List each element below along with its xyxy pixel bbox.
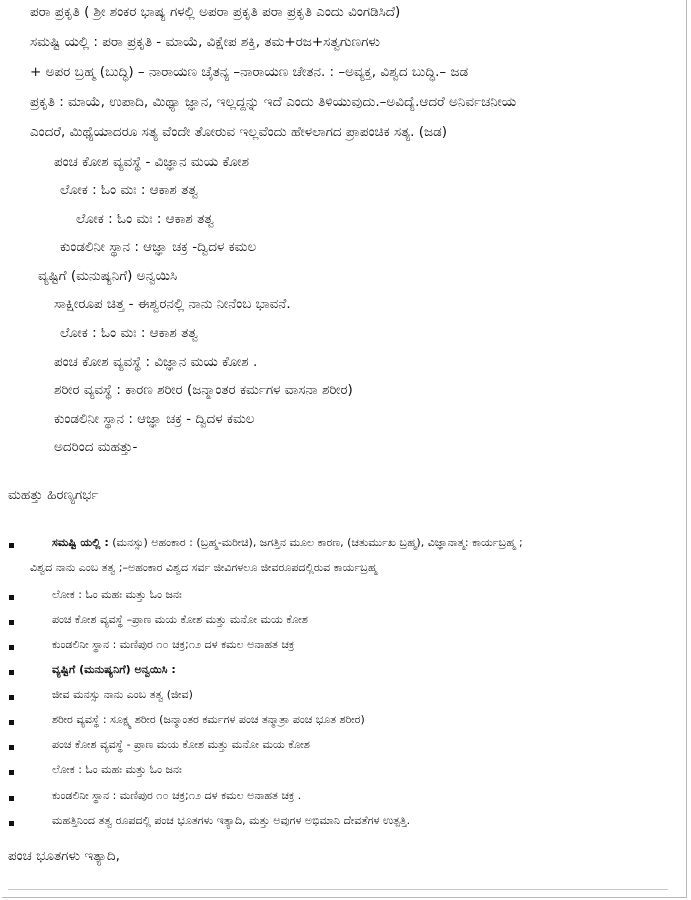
text-line: ಲೋಕ : ಓಂ ಮಃ : ಆಕಾಶ ತತ್ವ <box>60 325 198 341</box>
text-line: ಅದರಿಂದ ಮಹತ್ತು- <box>54 439 138 455</box>
text-line: ಪಂಚ ಕೋಶ ವ್ಯವಸ್ಥೆ : ವಿಜ್ಞಾನ ಮಯ ಕೋಶ . <box>54 354 258 370</box>
text-line: ಎಂದರೆ, ಮಿಥ್ಯೆಯಾದರೂ ಸತ್ಯ ವೆಂದೇ ತೋರುವ ಇಲ್ಲವೆಂದು ಹೇಳಲಾಗದ ಪ್ರಾಪಂಚಿಕ ಸತ್ಯ. (ಜಡ) <box>30 124 447 140</box>
text-line: ಪ್ರಕೃತಿ : ಮಾಯೆ, ಉಪಾದಿ, ಮಿಥ್ಯಾ ಜ್ಞಾನ, ಇಲ್ಲದ್ದನ್ನು ಇದೆ ಎಂದು ತಿಳಿಯುವುದು.–ಅವಿದ್ಯೆ.ಆದರೆ ಅನಿರ್ವಚನೀಯ <box>30 94 517 110</box>
text-line: + ಅಪರ ಬ್ರಹ್ಮ (ಬುದ್ಧಿ) – ನಾರಾಯಣ ಚೈತನ್ಯ –ನಾರಾಯಣ ಚೇತನ. : –ಅವ್ಯಕ್ತ, ವಿಶ್ವದ ಬುದ್ಧಿ.– ಜಡ <box>30 64 469 80</box>
bullet-icon <box>9 695 14 700</box>
bullet-icon <box>9 595 14 600</box>
closing-line: ಪಂಚ ಭೂತಗಳು ಇತ್ಯಾದಿ, <box>8 848 120 864</box>
list-item: ಲೋಕ : ಓಂ ಮಹಃ ಮತ್ತು ಓಂ ಜನಃ <box>52 763 182 776</box>
bullet-icon <box>9 543 14 548</box>
list-item: ಲೋಕ : ಓಂ ಮಹಃ ಮತ್ತು ಓಂ ಜನಃ <box>52 588 182 601</box>
list-item: ಕುಂಡಲಿನೀ ಸ್ಥಾನ : ಮಣಿಪುರ ೧೦ ಚಕ್ರ;೧೨ ದಳ ಕಮಲ ಅನಾಹತ ಚಕ್ರ . <box>52 789 302 802</box>
text-line: ಸಮಷ್ಟಿ ಯಲ್ಲಿ : ಪರಾ ಪ್ರಕೃತಿ - ಮಾಯೆ, ವಿಕ್ಷೇಪ ಶಕ್ತಿ, ತಮ+ರಜ+ಸತ್ವಗುಣಗಳು <box>30 34 381 50</box>
bottom-rule <box>8 889 668 890</box>
list-item-label: ಸಮಷ್ಟಿ ಯಲ್ಲಿ : <box>52 536 109 549</box>
text-line: ಸಾಕ್ಷೀರೂಪ ಚಿತ್ತ - ಈಶ್ವರನಲ್ಲಿ ನಾನು ನೀನೆಂಬ ಭಾವನೆ. <box>54 296 291 312</box>
list-item <box>52 536 523 550</box>
bullet-icon <box>9 670 14 675</box>
bullet-icon <box>9 745 14 750</box>
list-item: ಜೀವ ಮನಸ್ಸು ನಾನು ಎಂಬ ತತ್ವ (ಜೀವ) <box>52 688 193 701</box>
text-line: ಕುಂಡಲಿನೀ ಸ್ಥಾನ : ಆಜ್ಞಾ ಚಕ್ರ -ದ್ವಿದಳ ಕಮಲ <box>60 239 257 255</box>
text-line: ಲೋಕ : ಓಂ ಮಃ : ಆಕಾಶ ತತ್ವ <box>76 211 214 227</box>
page-frame <box>2 0 687 898</box>
list-item-continuation: ವಿಶ್ವದ ನಾನು ಎಂಬ ತತ್ವ ;–ಅಹಂಕಾರ ವಿಶ್ವದ ಸರ್ವ ಜೀವಿಗಳಲೂ ಜೀವರೂಪದಲ್ಲಿರುವ ಕಾರ್ಯಬ್ರಹ್ಮ <box>30 561 378 574</box>
list-item: ಪಂಚ ಕೋಶ ವ್ಯವಸ್ಥೆ –ಪ್ರಾಣ ಮಯ ಕೋಶ ಮತ್ತು ಮನೋ ಮಯ ಕೋಶ <box>52 613 308 626</box>
text-line: ಪಂಚ ಕೋಶ ವ್ಯವಸ್ಥೆ - ವಿಜ್ಞಾನ ಮಯ ಕೋಶ <box>54 154 249 170</box>
bullet-icon <box>9 620 14 625</box>
section-heading: ಮಹತ್ತು ಹಿರಣ್ಯಗರ್ಭ <box>8 487 99 503</box>
bullet-icon <box>9 645 14 650</box>
text-line: ಪರಾ ಪ್ರಕೃತಿ ( ಶ್ರೀ ಶಂಕರ ಭಾಷ್ಯ ಗಳಲ್ಲಿ ಅಪರಾ ಪ್ರಕೃತಿ ಪರಾ ಪ್ರಕೃತಿ ಎಂದು ವಿಂಗಡಿಸಿದೆ) <box>30 4 401 20</box>
text-line: ಲೋಕ : ಓಂ ಮಃ : ಆಕಾಶ ತತ್ವ <box>60 182 198 198</box>
text-line: ವ್ಯಷ್ಟಿಗೆ (ಮನುಷ್ಯನಿಗೆ) ಅನ್ವಯಿಸಿ <box>38 268 178 284</box>
bullet-icon <box>9 770 14 775</box>
list-item: ಪಂಚ ಕೋಶ ವ್ಯವಸ್ಥೆ - ಪ್ರಾಣ ಮಯ ಕೋಶ ಮತ್ತು ಮನೋ ಮಯ ಕೋಶ <box>52 738 310 751</box>
bullet-icon <box>9 720 14 725</box>
list-item-text: (ಮನಸ್ಸು) ಅಹಂಕಾರ : (ಬ್ರಹ್ಮ-ಮರೀಚಿ), ಜಗತ್ತಿನ ಮೂಲ ಕಾರಣ, (ಚತುರ್ಮುಖ ಬ್ರಹ್ಮ), ವಿಜ್ಞಾನಾತ್ಮ: ಕಾರ್ಯಬ್ರಹ್ಮ ; <box>112 536 523 549</box>
list-item: ಶರೀರ ವ್ಯವಸ್ಥೆ : ಸೂಕ್ಷ್ಮ ಶರೀರ (ಜನ್ಮಾಂತರ ಕರ್ಮಗಳ ಪಂಚ ತನ್ಮಾತ್ರಾ ಪಂಚ ಭೂತ ಶರೀರ) <box>52 713 365 726</box>
text-line: ಶರೀರ ವ್ಯವಸ್ಥೆ : ಕಾರಣ ಶರೀರ (ಜನ್ಮಾಂತರ ಕರ್ಮಗಳ ವಾಸನಾ ಶರೀರ) <box>54 382 353 398</box>
bullet-icon <box>9 821 14 826</box>
bullet-icon <box>9 796 14 801</box>
list-item: ಮಹತ್ತಿನಿಂದ ತತ್ವ ರೂಪದಲ್ಲಿ ಪಂಚ ಭೂತಗಳು ಇತ್ಯಾದಿ, ಮತ್ತು ಅವುಗಳ ಅಭಿಮಾನಿ ದೇವತೆಗಳ ಉತ್ಪತ್ತಿ. <box>52 814 411 827</box>
list-item: ಕುಂಡಲಿನೀ ಸ್ಥಾನ : ಮಣಿಪುರ ೧೦ ಚಕ್ರ;೧೨ ದಳ ಕಮಲ ಅನಾಹತ ಚಕ್ರ <box>52 638 295 651</box>
text-line: ಕುಂಡಲಿನೀ ಸ್ಥಾನ : ಆಜ್ಞಾ ಚಕ್ರ - ದ್ವಿದಳ ಕಮಲ <box>54 411 255 427</box>
list-item: ವ್ಯಷ್ಟಿಗೆ (ಮನುಷ್ಯನಿಗೆ) ಅನ್ವಯಿಸಿ : <box>52 663 176 676</box>
